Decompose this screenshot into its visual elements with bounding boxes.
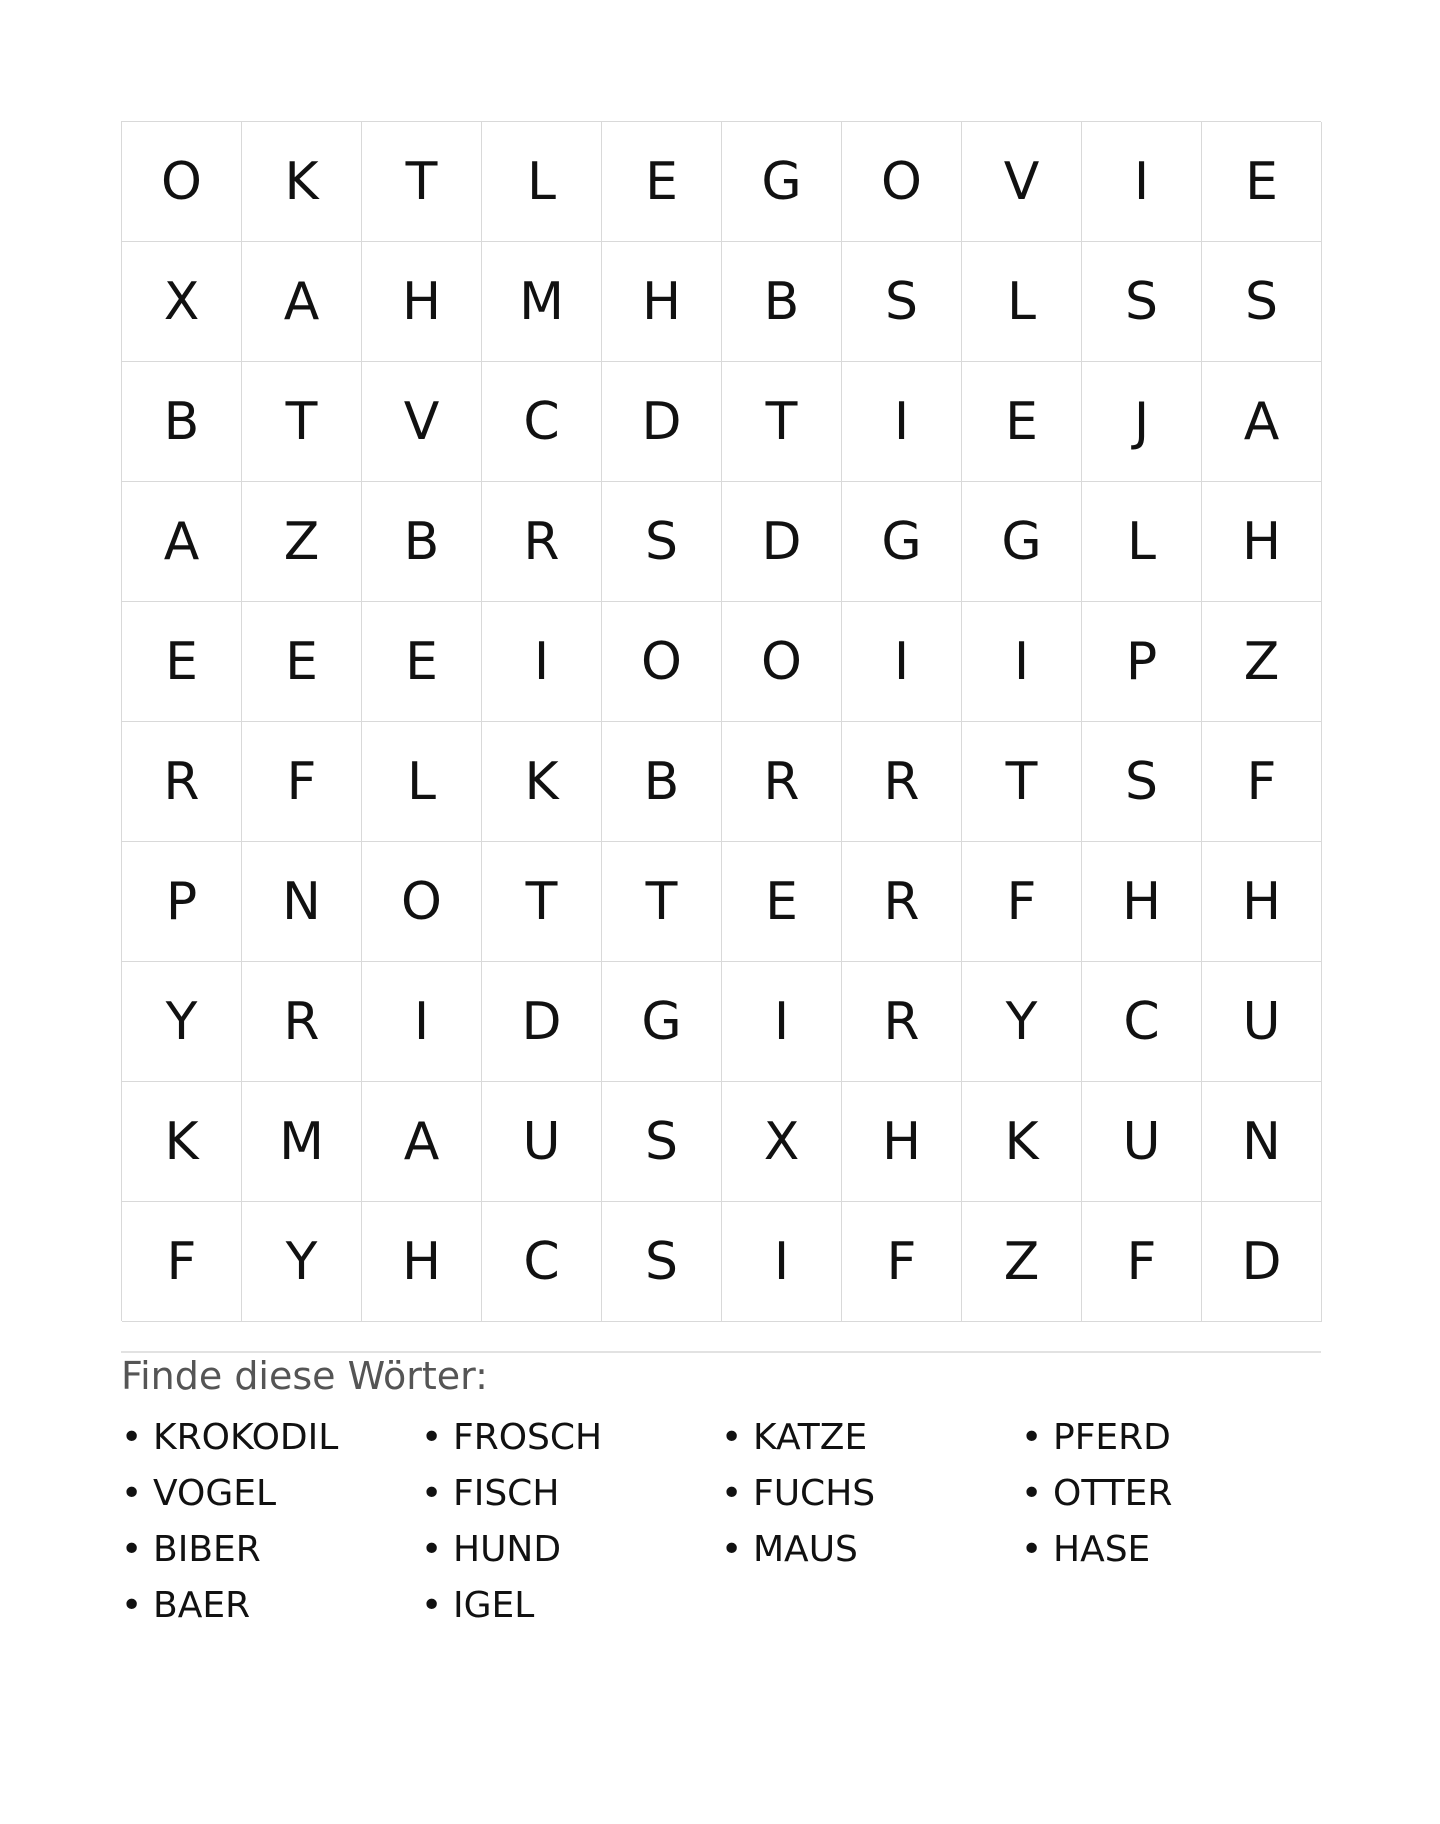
grid-cell[interactable]: I	[722, 962, 842, 1082]
bullet-icon: •	[1021, 1473, 1043, 1514]
grid-cell[interactable]: T	[722, 362, 842, 482]
word-list-item	[421, 1578, 721, 1634]
grid-cell[interactable]: O	[602, 602, 722, 722]
grid-cell[interactable]: G	[722, 122, 842, 242]
grid-cell[interactable]: F	[122, 1202, 242, 1322]
grid-cell[interactable]: X	[722, 1082, 842, 1202]
word-list-item	[421, 1522, 721, 1578]
word-list-item	[721, 1410, 1021, 1466]
grid-cell[interactable]: R	[722, 722, 842, 842]
grid-cell[interactable]: E	[602, 122, 722, 242]
word-label: OTTER	[1053, 1473, 1173, 1514]
word-list-item	[1021, 1410, 1321, 1466]
grid-cell[interactable]: S	[602, 1082, 722, 1202]
wordlist-title: Finde diese Wörter:	[121, 1354, 488, 1398]
grid-cell[interactable]: L	[962, 242, 1082, 362]
word-label: BAER	[153, 1585, 251, 1626]
grid-cell[interactable]: U	[1202, 962, 1322, 1082]
grid-cell[interactable]: T	[482, 842, 602, 962]
bullet-icon: •	[421, 1417, 443, 1458]
word-list	[121, 1410, 1321, 1634]
grid-cell[interactable]: T	[962, 722, 1082, 842]
bullet-icon: •	[121, 1529, 143, 1570]
word-label: FUCHS	[753, 1473, 876, 1514]
grid-cell[interactable]: Z	[1202, 602, 1322, 722]
bullet-icon: •	[421, 1473, 443, 1514]
grid-cell[interactable]: S	[1082, 722, 1202, 842]
word-label: HUND	[453, 1529, 562, 1570]
word-search-grid	[121, 121, 1321, 1321]
grid-cell[interactable]: F	[242, 722, 362, 842]
grid-cell[interactable]: E	[1202, 122, 1322, 242]
grid-cell[interactable]: G	[962, 482, 1082, 602]
word-list-item	[1021, 1522, 1321, 1578]
grid-cell[interactable]: M	[482, 242, 602, 362]
grid-cell[interactable]: A	[122, 482, 242, 602]
word-list-item	[121, 1410, 421, 1466]
grid-cell[interactable]: D	[482, 962, 602, 1082]
grid-cell[interactable]: M	[242, 1082, 362, 1202]
word-list-item	[121, 1466, 421, 1522]
grid-cell[interactable]: V	[362, 362, 482, 482]
grid-cell[interactable]: V	[962, 122, 1082, 242]
grid-cell[interactable]: N	[1202, 1082, 1322, 1202]
bullet-icon: •	[721, 1473, 743, 1514]
bullet-icon: •	[421, 1529, 443, 1570]
grid-cell[interactable]: F	[962, 842, 1082, 962]
grid-cell[interactable]: U	[482, 1082, 602, 1202]
grid-cell[interactable]: U	[1082, 1082, 1202, 1202]
grid-cell[interactable]: S	[602, 1202, 722, 1322]
grid-cell[interactable]: R	[482, 482, 602, 602]
word-list-item	[421, 1466, 721, 1522]
grid-cell[interactable]: K	[482, 722, 602, 842]
grid-cell[interactable]: F	[842, 1202, 962, 1322]
grid-cell[interactable]: E	[242, 602, 362, 722]
grid-cell[interactable]: L	[1082, 482, 1202, 602]
grid-cell[interactable]: O	[122, 122, 242, 242]
word-label: KATZE	[753, 1417, 868, 1458]
grid-cell[interactable]: E	[362, 602, 482, 722]
grid-cell[interactable]: J	[1082, 362, 1202, 482]
grid-cell[interactable]: C	[1082, 962, 1202, 1082]
grid-cell[interactable]: T	[362, 122, 482, 242]
grid-cell[interactable]: I	[1082, 122, 1202, 242]
grid-cell[interactable]: I	[722, 1202, 842, 1322]
grid-cell[interactable]: E	[962, 362, 1082, 482]
grid-cell[interactable]: S	[1082, 242, 1202, 362]
bullet-icon: •	[1021, 1529, 1043, 1570]
grid-cell[interactable]: G	[842, 482, 962, 602]
grid-cell[interactable]: N	[242, 842, 362, 962]
word-list-item	[721, 1522, 1021, 1578]
bullet-icon: •	[121, 1585, 143, 1626]
grid-cell[interactable]: G	[602, 962, 722, 1082]
grid-cell[interactable]: L	[482, 122, 602, 242]
grid-cell[interactable]: Y	[242, 1202, 362, 1322]
grid-cell[interactable]: B	[122, 362, 242, 482]
bullet-icon: •	[721, 1529, 743, 1570]
grid-cell[interactable]: S	[602, 482, 722, 602]
grid-cell[interactable]: T	[242, 362, 362, 482]
bullet-icon: •	[721, 1417, 743, 1458]
word-label: VOGEL	[153, 1473, 277, 1514]
grid-cell[interactable]: H	[1202, 842, 1322, 962]
grid-cell[interactable]: I	[842, 602, 962, 722]
word-label: PFERD	[1053, 1417, 1171, 1458]
bullet-icon: •	[121, 1473, 143, 1514]
grid-cell[interactable]: P	[1082, 602, 1202, 722]
grid-cell[interactable]: D	[1202, 1202, 1322, 1322]
grid-cell[interactable]: H	[842, 1082, 962, 1202]
grid-cell[interactable]: D	[722, 482, 842, 602]
grid-cell[interactable]: D	[602, 362, 722, 482]
grid-cell[interactable]: A	[362, 1082, 482, 1202]
word-label: KROKODIL	[153, 1417, 339, 1458]
grid-cell[interactable]: I	[962, 602, 1082, 722]
grid-cell[interactable]: B	[602, 722, 722, 842]
grid-cell[interactable]: S	[842, 242, 962, 362]
grid-cell[interactable]: Z	[242, 482, 362, 602]
word-list-item	[1021, 1466, 1321, 1522]
grid-cell[interactable]: S	[1202, 242, 1322, 362]
grid-cell[interactable]: H	[1202, 482, 1322, 602]
word-label: HASE	[1053, 1529, 1151, 1570]
word-list-item	[721, 1466, 1021, 1522]
grid-cell[interactable]: I	[362, 962, 482, 1082]
bullet-icon: •	[1021, 1417, 1043, 1458]
word-label: IGEL	[453, 1585, 535, 1626]
grid-cell[interactable]: X	[122, 242, 242, 362]
grid-cell[interactable]: R	[242, 962, 362, 1082]
grid-cell[interactable]: Y	[122, 962, 242, 1082]
grid-cell[interactable]: H	[362, 1202, 482, 1322]
word-list-item	[421, 1410, 721, 1466]
grid-cell[interactable]: T	[602, 842, 722, 962]
word-list-item	[121, 1578, 421, 1634]
grid-cell[interactable]: H	[362, 242, 482, 362]
grid-cell[interactable]: K	[242, 122, 362, 242]
grid-cell[interactable]: R	[122, 722, 242, 842]
word-label: FROSCH	[453, 1417, 603, 1458]
grid-cell[interactable]: C	[482, 362, 602, 482]
grid-cell[interactable]: R	[842, 722, 962, 842]
word-label: FISCH	[453, 1473, 560, 1514]
grid-cell[interactable]: C	[482, 1202, 602, 1322]
grid-cell[interactable]: E	[722, 842, 842, 962]
grid-cell[interactable]: K	[122, 1082, 242, 1202]
grid-cell[interactable]: F	[1082, 1202, 1202, 1322]
word-label: BIBER	[153, 1529, 261, 1570]
grid-cell[interactable]: F	[1202, 722, 1322, 842]
grid-cell[interactable]: A	[242, 242, 362, 362]
grid-cell[interactable]: H	[602, 242, 722, 362]
grid-cell[interactable]: L	[362, 722, 482, 842]
grid-cell[interactable]: P	[122, 842, 242, 962]
grid-cell[interactable]: R	[842, 962, 962, 1082]
bullet-icon: •	[421, 1585, 443, 1626]
grid-cell[interactable]: I	[842, 362, 962, 482]
grid-cell[interactable]: B	[722, 242, 842, 362]
grid-cell[interactable]: A	[1202, 362, 1322, 482]
grid-cell[interactable]: H	[1082, 842, 1202, 962]
grid-cell[interactable]: O	[722, 602, 842, 722]
word-list-item	[121, 1522, 421, 1578]
grid-cell[interactable]: Y	[962, 962, 1082, 1082]
word-label: MAUS	[753, 1529, 858, 1570]
grid-cell[interactable]: Z	[962, 1202, 1082, 1322]
grid-cell[interactable]: B	[362, 482, 482, 602]
grid-cell[interactable]: K	[962, 1082, 1082, 1202]
grid-cell[interactable]: O	[362, 842, 482, 962]
grid-cell[interactable]: O	[842, 122, 962, 242]
grid-cell[interactable]: E	[122, 602, 242, 722]
grid-cell[interactable]: I	[482, 602, 602, 722]
grid-cell[interactable]: R	[842, 842, 962, 962]
bullet-icon: •	[121, 1417, 143, 1458]
